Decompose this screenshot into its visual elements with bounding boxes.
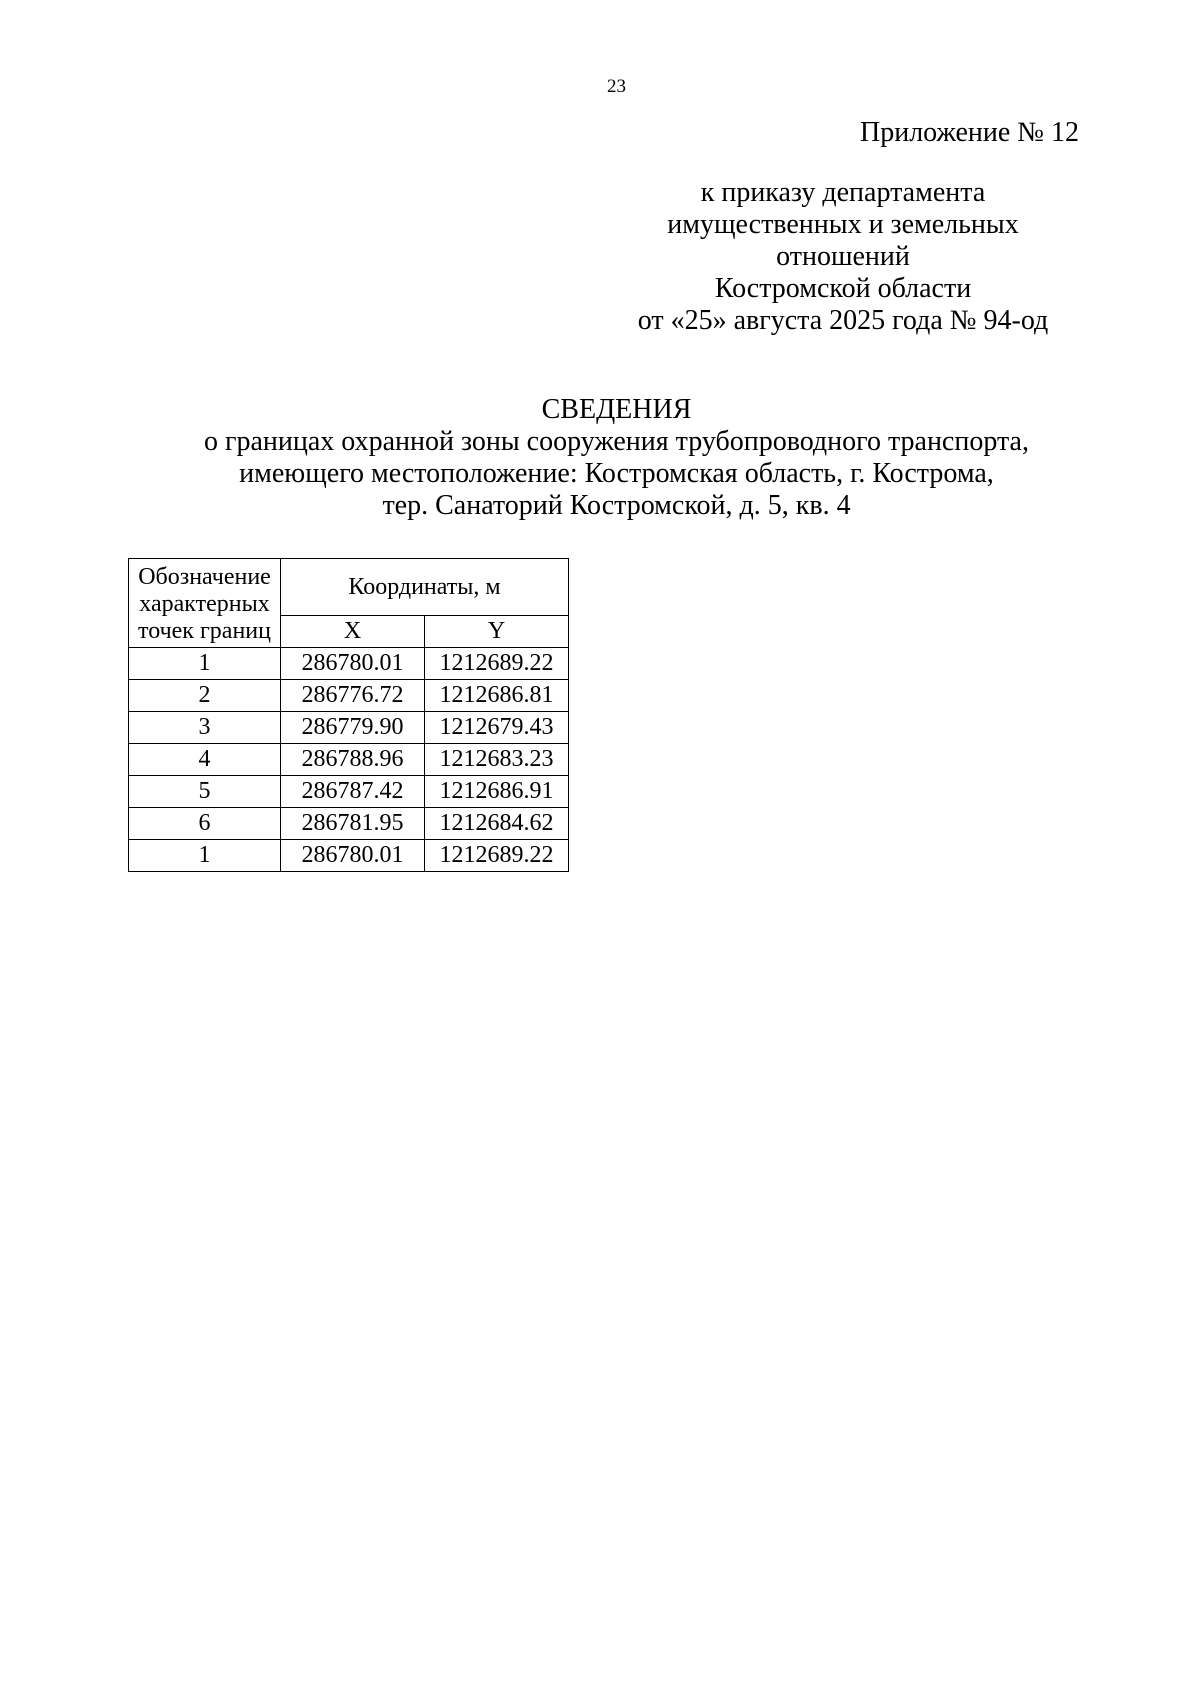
y-cell: 1212683.23 <box>425 744 569 776</box>
y-cell: 1212689.22 <box>425 648 569 680</box>
point-header-line: Обозначение <box>138 563 271 590</box>
point-cell: 3 <box>129 712 281 744</box>
point-cell: 1 <box>129 840 281 872</box>
document-subtitle-line: имеющего местоположение: Костромская область, г. Кострома, <box>239 458 994 489</box>
table-row <box>129 712 569 744</box>
x-cell: 286787.42 <box>281 776 425 808</box>
point-designation-header <box>129 559 281 648</box>
y-cell: 1212686.81 <box>425 680 569 712</box>
point-header-line: точек границ <box>138 617 271 644</box>
coordinates-header: Координаты, м <box>281 559 569 616</box>
point-cell: 4 <box>129 744 281 776</box>
table-row <box>129 680 569 712</box>
order-reference <box>600 177 1086 337</box>
y-cell: 1212689.22 <box>425 840 569 872</box>
x-cell: 286780.01 <box>281 840 425 872</box>
x-header: X <box>281 616 425 648</box>
x-cell: 286779.90 <box>281 712 425 744</box>
point-cell: 5 <box>129 776 281 808</box>
appendix-title: Приложение № 12 <box>860 117 1079 148</box>
point-cell: 2 <box>129 680 281 712</box>
point-cell: 1 <box>129 648 281 680</box>
x-cell: 286780.01 <box>281 648 425 680</box>
coordinates-table <box>128 558 569 872</box>
order-reference-line: Костромской области <box>714 273 972 304</box>
document-heading <box>0 394 1200 522</box>
x-cell: 286776.72 <box>281 680 425 712</box>
y-header: Y <box>425 616 569 648</box>
order-reference-line: имущественных и земельных <box>667 209 1019 240</box>
table-row <box>129 776 569 808</box>
document-subtitle-line: о границах охранной зоны сооружения трубопроводного транспорта, <box>204 426 1029 457</box>
document-title: СВЕДЕНИЯ <box>541 394 692 425</box>
page-number: 23 <box>607 76 626 97</box>
table-row <box>129 840 569 872</box>
x-cell: 286788.96 <box>281 744 425 776</box>
point-cell: 6 <box>129 808 281 840</box>
order-reference-line: к приказу департамента <box>700 177 986 208</box>
y-cell: 1212684.62 <box>425 808 569 840</box>
document-subtitle-line: тер. Санаторий Костромской, д. 5, кв. 4 <box>382 490 851 521</box>
table-row <box>129 808 569 840</box>
order-reference-date-line: от «25» августа 2025 года № 94-од <box>637 305 1049 336</box>
table-row <box>129 744 569 776</box>
y-cell: 1212679.43 <box>425 712 569 744</box>
y-cell: 1212686.91 <box>425 776 569 808</box>
point-header-line: характерных <box>139 590 270 617</box>
order-reference-line: отношений <box>776 241 910 272</box>
table-row <box>129 648 569 680</box>
x-cell: 286781.95 <box>281 808 425 840</box>
